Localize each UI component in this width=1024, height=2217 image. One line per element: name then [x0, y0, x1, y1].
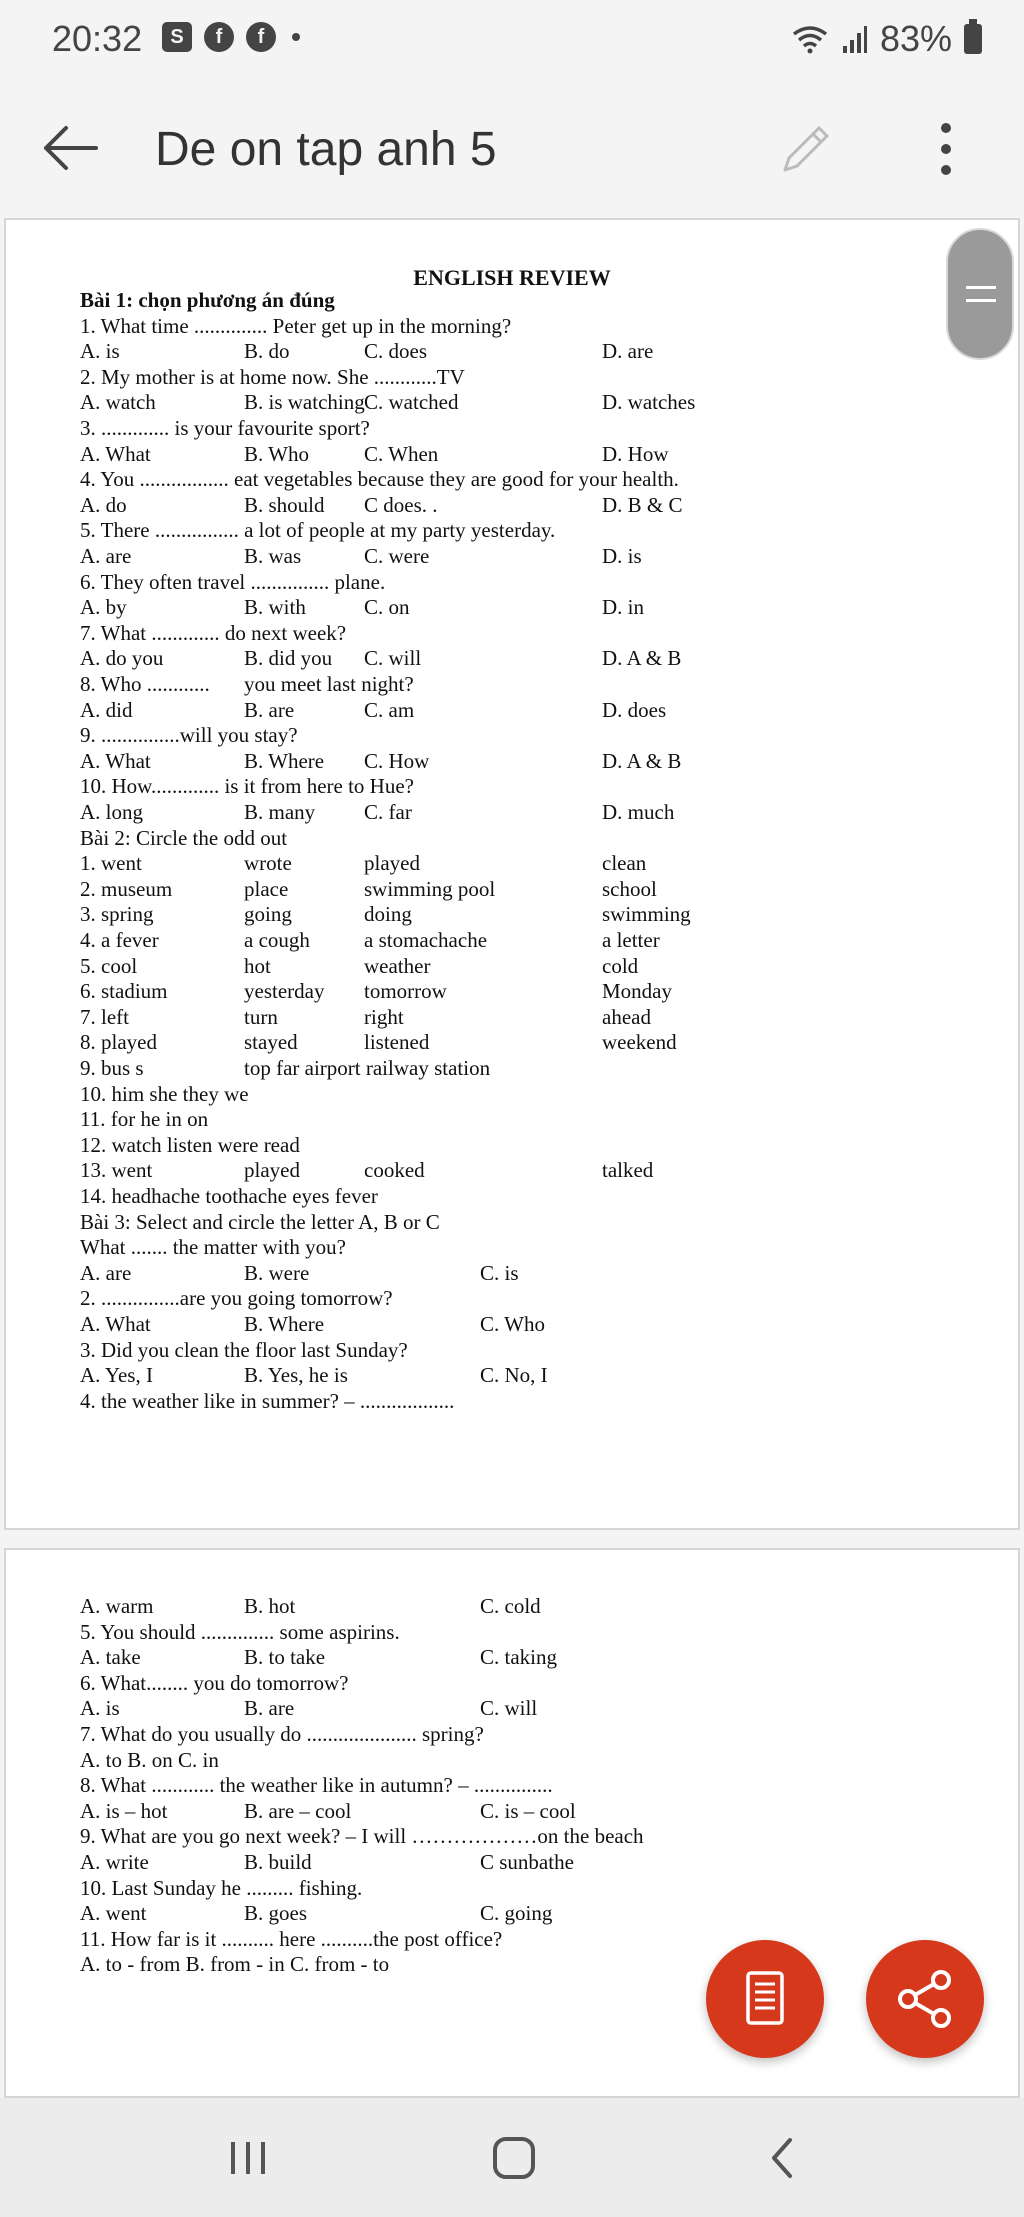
doc-text: cooked — [364, 1158, 425, 1183]
doc-line — [80, 493, 998, 519]
doc-text: B. build — [244, 1850, 312, 1874]
doc-text: 12. watch listen were read — [80, 1132, 300, 1157]
doc-text: 7. What do you usually do ..................... spring? — [80, 1722, 484, 1746]
doc-text: A. did — [80, 697, 133, 722]
doc-text: played — [364, 851, 420, 876]
status-right — [790, 18, 982, 60]
doc-text: C. How — [364, 748, 430, 773]
doc-line — [80, 774, 998, 800]
doc-line — [80, 467, 998, 493]
doc-text: Monday — [602, 979, 672, 1004]
doc-text: C does. . — [364, 492, 438, 517]
battery-percent: 83% — [879, 18, 952, 59]
doc-line — [80, 1748, 998, 1774]
doc-text: B. are — [244, 1696, 295, 1721]
doc-text: Bài 2: Circle the odd out — [80, 825, 288, 850]
recent-apps-button[interactable] — [218, 2128, 278, 2188]
doc-line — [80, 723, 998, 749]
doc-heading: ENGLISH REVIEW — [413, 265, 611, 290]
doc-text: A. Yes, I — [80, 1363, 153, 1388]
doc-line — [80, 365, 998, 391]
share-icon — [866, 1940, 984, 2058]
doc-line — [80, 1824, 998, 1850]
doc-text: C sunbathe — [480, 1850, 574, 1874]
doc-text: A. to B. on C. in — [80, 1747, 219, 1772]
doc-text: 8. What ............ the weather like in autumn? – ............... — [80, 1773, 553, 1798]
doc-text: cold — [602, 953, 639, 978]
doc-text: hot — [244, 953, 271, 978]
doc-line — [80, 1312, 998, 1338]
battery-icon — [964, 24, 982, 54]
doc-text: 3. spring — [80, 902, 154, 927]
doc-text: B. Where — [244, 748, 325, 773]
doc-text: B. did you — [244, 646, 333, 671]
doc-text: ahead — [602, 1004, 651, 1029]
doc-line — [80, 954, 998, 980]
doc-line — [80, 800, 998, 826]
doc-text: you meet last night? — [244, 672, 414, 696]
doc-line — [80, 1082, 998, 1108]
doc-text: doing — [364, 902, 412, 927]
doc-text: C. cold — [480, 1594, 541, 1618]
doc-text: 5. You should .............. some aspirins. — [80, 1619, 400, 1644]
doc-line — [80, 1338, 998, 1364]
doc-text: listened — [364, 1030, 430, 1055]
doc-text: A. are — [80, 1260, 132, 1285]
doc-text: 13. went — [80, 1158, 153, 1183]
doc-text: A. by — [80, 595, 127, 620]
doc-line — [80, 390, 998, 416]
doc-text: 10. How............. is it from here to Hue? — [80, 774, 414, 799]
doc-text: school — [602, 876, 657, 901]
doc-text: 7. left — [80, 1004, 129, 1029]
doc-text: 10. him she they we — [80, 1081, 249, 1106]
doc-text: A. What — [80, 441, 151, 466]
document-title: De on tap anh 5 — [155, 123, 497, 176]
doc-text: 6. They often travel ............... plane. — [80, 569, 386, 594]
doc-text: a stomachache — [364, 928, 488, 952]
doc-line — [80, 1850, 998, 1876]
doc-text: 5. There ................ a lot of people at my party yesterday. — [80, 518, 556, 543]
doc-text: C. on — [364, 595, 410, 620]
facebook-icon: f — [204, 22, 234, 52]
facebook-icon: f — [246, 22, 276, 52]
doc-text: 4. You ................. eat vegetables because they are good for your health. — [80, 467, 679, 492]
doc-text: B. to take — [244, 1645, 326, 1670]
doc-text: 4. the weather like in summer? – .................. — [80, 1388, 455, 1413]
doc-line — [80, 416, 998, 442]
doc-text: 9. bus s — [80, 1056, 144, 1080]
doc-line — [80, 1133, 998, 1159]
doc-text: a letter — [602, 928, 660, 952]
app-bar — [0, 78, 1024, 218]
doc-text: 1. went — [80, 851, 142, 876]
doc-text: clean — [602, 851, 647, 876]
doc-text: tomorrow — [364, 979, 447, 1004]
status-bar — [0, 0, 1024, 78]
doc-line — [80, 1671, 998, 1697]
doc-text: going — [244, 902, 292, 927]
doc-text: B. goes — [244, 1901, 307, 1926]
doc-text: C. is — [480, 1260, 519, 1285]
doc-line — [80, 339, 998, 365]
doc-line — [80, 1773, 998, 1799]
doc-text: B. Where — [244, 1312, 325, 1336]
status-time: 20:32 — [52, 18, 143, 59]
doc-text: A. warm — [80, 1594, 154, 1618]
doc-line — [80, 979, 998, 1005]
doc-line — [80, 1210, 998, 1236]
doc-text: C. am — [364, 697, 415, 722]
doc-text: 10. Last Sunday he ......... fishing. — [80, 1875, 363, 1900]
document-icon — [706, 1940, 824, 2058]
doc-line — [80, 1696, 998, 1722]
doc-text: 6. stadium — [80, 979, 168, 1004]
doc-line — [80, 595, 998, 621]
doc-text: D. does — [602, 697, 667, 722]
doc-line — [80, 1927, 998, 1953]
doc-text: A. watch — [80, 390, 156, 415]
doc-text: B. was — [244, 544, 302, 568]
doc-line — [80, 442, 998, 468]
doc-text: D. A & B — [602, 646, 682, 671]
back-button[interactable] — [40, 118, 100, 178]
wifi-icon — [790, 24, 830, 54]
more-options-button[interactable] — [925, 118, 967, 180]
doc-text: 11. How far is it .......... here ..........the post office? — [80, 1926, 503, 1951]
doc-text: 9. ...............will you stay? — [80, 723, 298, 748]
doc-line — [80, 1901, 998, 1927]
doc-text: played — [244, 1158, 300, 1183]
edit-button[interactable] — [775, 118, 837, 180]
doc-line — [80, 1184, 998, 1210]
doc-text: D. is — [602, 544, 642, 568]
doc-text: talked — [602, 1158, 654, 1183]
more-notifications-icon — [292, 33, 300, 41]
doc-line — [80, 1620, 998, 1646]
doc-text: C. is – cool — [480, 1798, 576, 1823]
doc-text: A. is – hot — [80, 1798, 168, 1823]
doc-line — [80, 851, 998, 877]
doc-text: B. with — [244, 595, 306, 620]
doc-text: 2. My mother is at home now. She ............TV — [80, 364, 465, 389]
doc-text: A. went — [80, 1901, 147, 1926]
doc-line — [80, 1030, 998, 1056]
doc-text: turn — [244, 1004, 278, 1029]
doc-line — [80, 698, 998, 724]
doc-line — [80, 1261, 998, 1287]
doc-text: place — [244, 876, 289, 901]
doc-text: A. do you — [80, 646, 164, 671]
scroll-handle-icon — [966, 286, 996, 302]
doc-line — [80, 518, 998, 544]
doc-line — [80, 1363, 998, 1389]
doc-text: C. will — [364, 646, 422, 671]
doc-text: B. should — [244, 492, 325, 517]
doc-line — [80, 314, 998, 340]
doc-text: swimming — [602, 902, 691, 927]
home-button[interactable] — [484, 2128, 544, 2188]
doc-text: C. were — [364, 544, 430, 568]
signal-icon — [842, 24, 868, 54]
doc-text: A. What — [80, 748, 151, 773]
doc-line — [80, 1056, 998, 1082]
doc-line — [80, 877, 998, 903]
doc-text: B. are — [244, 697, 295, 722]
doc-text: 9. What are you go next week? – I will ………………on the beach — [80, 1824, 644, 1849]
doc-text: top far airport railway station — [244, 1056, 491, 1080]
doc-text: B. do — [244, 339, 290, 364]
doc-text: 7. What ............. do next week? — [80, 620, 347, 645]
doc-text: B. is watching — [244, 390, 365, 415]
doc-text: 2. ...............are you going tomorrow? — [80, 1286, 393, 1311]
doc-line — [80, 1952, 998, 1978]
doc-text: 1. What time .............. Peter get up in the morning? — [80, 313, 512, 338]
doc-text: D. B & C — [602, 492, 683, 517]
system-nav-bar — [0, 2098, 1024, 2217]
doc-line — [80, 928, 998, 954]
share-button[interactable] — [866, 1940, 984, 2058]
doc-text: D. in — [602, 595, 644, 620]
doc-line — [80, 826, 998, 852]
doc-text: Bài 3: Select and circle the letter A, B or C — [80, 1209, 440, 1234]
doc-text: A. write — [80, 1850, 149, 1874]
doc-text: C. does — [364, 339, 427, 364]
doc-text: What ....... the matter with you? — [80, 1235, 346, 1260]
doc-text: weekend — [602, 1030, 677, 1055]
doc-text: C. Who — [480, 1312, 545, 1336]
doc-text: B. are – cool — [244, 1798, 352, 1823]
doc-text: D. much — [602, 800, 675, 824]
doc-line — [80, 544, 998, 570]
doc-line — [80, 1594, 998, 1620]
doc-line — [80, 288, 998, 314]
doc-text: stayed — [244, 1030, 298, 1055]
doc-text: C. taking — [480, 1645, 557, 1670]
doc-text: C. No, I — [480, 1363, 548, 1388]
doc-text: C. When — [364, 441, 439, 466]
doc-line — [80, 1005, 998, 1031]
doc-text: C. going — [480, 1901, 553, 1926]
doc-text: A. What — [80, 1312, 151, 1336]
doc-text: C. watched — [364, 390, 459, 415]
doc-text: 6. What........ you do tomorrow? — [80, 1670, 349, 1695]
doc-text: A. take — [80, 1645, 141, 1670]
doc-line — [80, 1286, 998, 1312]
doc-text: wrote — [244, 851, 292, 876]
doc-text: 3. Did you clean the floor last Sunday? — [80, 1337, 408, 1362]
notification-icons — [162, 22, 300, 52]
doc-text: Bài 1: chọn phương án đúng — [80, 288, 335, 312]
doc-text: A. long — [80, 800, 143, 824]
doc-text: A. is — [80, 339, 120, 364]
doc-text: a cough — [244, 928, 310, 952]
doc-line — [80, 1235, 998, 1261]
doc-text: A. are — [80, 544, 132, 568]
doc-text: D. watches — [602, 390, 696, 415]
doc-text: A. is — [80, 1696, 120, 1721]
doc-text: D. are — [602, 339, 654, 364]
doc-text: 14. headhache toothache eyes fever — [80, 1184, 378, 1208]
doc-text: yesterday — [244, 979, 325, 1004]
fast-scroll-handle[interactable] — [946, 228, 1014, 360]
doc-text: 2. museum — [80, 876, 173, 901]
doc-line — [80, 1158, 998, 1184]
doc-text: 5. cool — [80, 953, 138, 978]
doc-text: B. were — [244, 1260, 310, 1285]
doc-text: D. A & B — [602, 748, 682, 773]
doc-text: weather — [364, 953, 431, 978]
doc-line — [80, 902, 998, 928]
doc-text: 4. a fever — [80, 928, 159, 952]
doc-text: 8. played — [80, 1030, 157, 1055]
doc-line — [80, 621, 998, 647]
doc-text: swimming pool — [364, 876, 496, 901]
doc-line — [80, 1645, 998, 1671]
shopee-icon: S — [162, 22, 192, 52]
document-page-1 — [4, 218, 1020, 1530]
doc-line — [80, 646, 998, 672]
doc-line — [80, 570, 998, 596]
view-document-button[interactable] — [706, 1940, 824, 2058]
doc-text: C. will — [480, 1696, 538, 1721]
back-nav-button[interactable] — [752, 2128, 812, 2188]
doc-text: 3. ............. is your favourite sport? — [80, 416, 370, 440]
doc-text: C. far — [364, 800, 412, 824]
doc-text: A. do — [80, 492, 127, 517]
doc-line — [80, 1722, 998, 1748]
doc-line — [80, 1107, 998, 1133]
doc-text: right — [364, 1004, 404, 1029]
doc-line — [80, 1876, 998, 1902]
doc-text: B. hot — [244, 1594, 296, 1618]
doc-text: A. to - from B. from - in C. from - to — [80, 1952, 390, 1977]
doc-line — [80, 1799, 998, 1825]
doc-line — [80, 672, 998, 698]
doc-text: 8. Who ............ — [80, 672, 210, 696]
doc-text: D. How — [602, 441, 669, 466]
doc-line — [80, 1389, 998, 1415]
doc-line — [80, 749, 998, 775]
doc-text: 11. for he in on — [80, 1107, 209, 1132]
doc-text: B. Who — [244, 441, 309, 466]
doc-text: B. Yes, he is — [244, 1363, 348, 1388]
doc-text: B. many — [244, 800, 316, 824]
